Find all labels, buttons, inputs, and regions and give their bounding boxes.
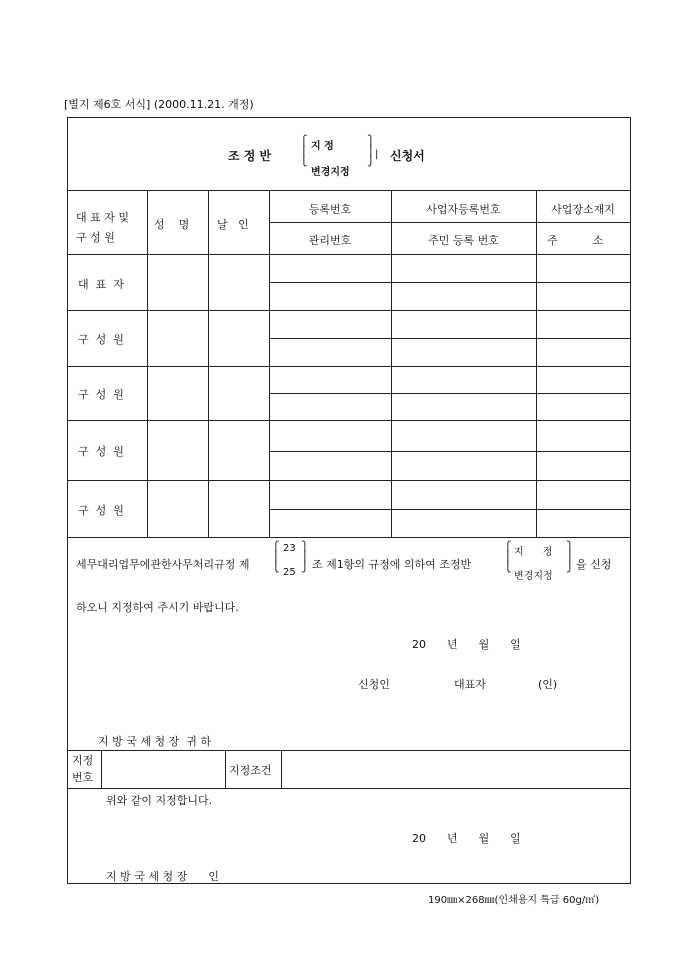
col-business-location: 사업장소재지 bbox=[551, 203, 615, 216]
statement-part3: 을 신청 bbox=[576, 558, 612, 571]
col-resident-reg-no: 주민 등록 번호 bbox=[428, 234, 499, 247]
row-label-member-1: 구 성 원 bbox=[78, 333, 124, 346]
row-label-member-3: 구 성 원 bbox=[78, 445, 124, 458]
paper-spec-note: 190㎜×268㎜(인쇄용지 특급 60g/㎡) bbox=[428, 895, 600, 906]
col-name: 성 명 bbox=[154, 218, 190, 231]
designation-signer: 지 방 국 세 청 장 인 bbox=[106, 870, 219, 883]
article-23: 23 bbox=[283, 543, 296, 554]
seal-mark: (인) bbox=[538, 678, 558, 691]
application-date: 20 년 월 일 bbox=[412, 638, 521, 651]
addressee: 지 방 국 세 청 장 귀 하 bbox=[98, 735, 211, 748]
title-option-designate: 지 정 bbox=[311, 141, 334, 152]
article-brace-open: ⎧ ⎪ ⎩ bbox=[272, 542, 280, 573]
title-bar: | bbox=[375, 149, 379, 160]
representative-label: 대표자 bbox=[454, 678, 486, 691]
option-brace-close: ⎫ ⎪ ⎭ bbox=[566, 542, 574, 573]
col-address: 주 소 bbox=[547, 234, 604, 247]
col-role: 대 표 자 및 구 성 원 bbox=[76, 211, 129, 244]
form-header-note: [별지 제6호 서식] (2000.11.21. 개정) bbox=[64, 98, 254, 111]
article-25: 25 bbox=[283, 567, 296, 578]
designation-date: 20 년 월 일 bbox=[412, 832, 521, 845]
article-brace-close: ⎫ ⎪ ⎭ bbox=[301, 542, 309, 573]
statement-part1: 세무대리업무에관한사무처리규정 제 bbox=[76, 558, 250, 571]
row-label-representative: 대 표 자 bbox=[78, 278, 124, 291]
row-label-member-4: 구 성 원 bbox=[78, 504, 124, 517]
col-business-reg-no: 사업자등록번호 bbox=[426, 203, 501, 216]
statement-option-change: 변경지정 bbox=[514, 571, 553, 582]
col-seal: 날 인 bbox=[217, 218, 249, 231]
statement-option-designate: 지 정 bbox=[514, 547, 553, 558]
designation-condition-label: 지정조건 bbox=[229, 764, 272, 777]
option-brace-open: ⎧ ⎪ ⎩ bbox=[504, 542, 512, 573]
designation-no-label: 지정 번호 bbox=[72, 754, 94, 784]
statement-line2: 하오니 지정하여 주시기 바랍니다. bbox=[76, 601, 239, 614]
title-brace-close: ⎫ ⎪ ⎭ bbox=[367, 136, 375, 167]
statement-part2: 조 제1항의 규정에 의하여 조정반 bbox=[312, 558, 472, 571]
title-brace-open: ⎧ ⎪ ⎩ bbox=[300, 136, 308, 167]
title-option-change: 변경지정 bbox=[311, 167, 350, 178]
title-suffix: 신청서 bbox=[390, 149, 425, 163]
col-management-no: 관리번호 bbox=[308, 234, 352, 247]
applicant-label: 신청인 bbox=[358, 678, 390, 691]
designation-confirm: 위와 같이 지정합니다. bbox=[106, 794, 213, 807]
col-registration-no: 등록번호 bbox=[308, 203, 352, 216]
title-main: 조 정 반 bbox=[228, 149, 272, 163]
row-label-member-2: 구 성 원 bbox=[78, 388, 124, 401]
